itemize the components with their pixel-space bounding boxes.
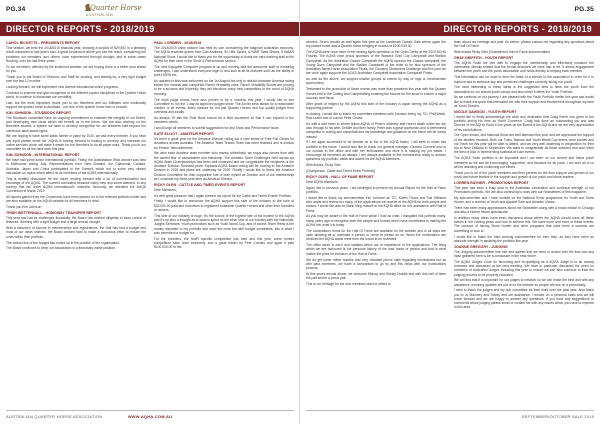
report-paragraph: The Studbook committee have an ongoing commitment to maintain the integrity of our Breed, and developing new ideas which will benefit us in the future. We are also working on the Breeders awards, a system we have to develop recognition for our breeders built beyond the numerous adult award types. — [6, 115, 146, 133]
section-banner — [0, 22, 300, 36]
report-paragraph: The multi judge shows have also proven to be a success this year. I would like to see Committee to run the 1 day all approved judged show. The Ad bis sess allows for a reasonable number of all events, kids's classes for not just Quarter Horses and top quality judges from overseas and locally. — [154, 97, 294, 115]
report-paragraph: The nominations forms for the Hall Of Fame are available on the website and in all ways are open allowing all to nominate a person or horse to please do so. When the nominations are received the AQHA assist meet from the board to be reviewed. — [306, 228, 446, 242]
report-paragraph: At this year's annual dinner, we welcome Murray and Shirley Doddle and with this hall of fame the pair will be a proud pair. — [306, 271, 446, 281]
section-title: DIRECTOR REPORTS - 2018/2019 — [6, 24, 155, 34]
page-header — [0, 0, 300, 22]
report-paragraph: This side of our industry is huge, it's the source of the highest rate of the income to the AQHA and it's up plus a thought as to what is spent on the other side of our industry with the Nationals, Judges Seminars, Youth promotions such as Youth World Cup, and of course Team Teens is the money allocated to my portfolio and used the most low with budget constraints, this is what I was permitted to budget for. — [154, 213, 294, 235]
report-heading: TRISH WETTENHALL - HOMOWAY TRANSFER REPORT — [6, 211, 102, 216]
report-paragraph: It's with a sad heart to inform fellow AQHA of Peter's untimely and recent death whilst we are also through to his wife, Debbie and their family. Peter was a great sportsman and a determined competitor in cutting and campdraft and his knowledge and guidance on the future will be sorely missed. — [306, 121, 446, 139]
report-paragraph: We do get some rather humble and very reluctant phone calls regarding nominations but as with past nominees, we have a comparison to go by and this helps with our nominations process. — [306, 257, 446, 270]
page-header — [300, 0, 600, 22]
report-paragraph: As always, I'll ask the Rule Book should be a fluid document so that it can expand in the members needs. — [154, 116, 294, 125]
report-paragraph: I would like to firstly acknowledge the work and dedication that Craig Kerrin has given to the portfolio during his time as Youth Convenor. Craig has done an outstanding job and was Director of the AQHA Youth in his years on the Board of the AQHA and we are very appreciative of his contributions. — [454, 114, 594, 132]
report-paragraph: We will find that it is important for our judges to network so we can make the best and with any assistance, ensuring updates are put on to the website so people will see on a periodically. — [454, 278, 594, 287]
report-paragraph: Testament to the promotion of these events was more than prevalent this year with the Quarter Horses first in the Cutting and Campdrafting boasting the income for the show to ensure a major success next fiscal. — [306, 87, 446, 100]
magazine-logo — [84, 2, 142, 20]
report-paragraph: We wish each Amateur team member who travels collectively, we enjoy also pieces from with the careful fear of camaraderie and friendship. The Amateur Team Challenges held across six AQHA State Championships has been well contested and we congratulate the recipients of the Amateur Division Rounded prize! Explains AQHA Board voting will be moving to the Amateur Division in 2020 and plans are underway for 2020. Finally I would like to thank the Amateur Division Committee for their supportive role of both myself as Director and of the membership as I conclude my three-year term as Amateur Director. — [154, 151, 294, 181]
report-paragraph: My subcommittee and I have worked on the National Show programme for Youth and Show Hunter, and a number of Youth and Apparel Sale and Amateur shows. — [454, 195, 594, 205]
report-paragraph: We are hoping to have some ideas further in place by 2020, we ask every breeder. If you have any input please email me. AQHA is looking forward to looking to develop and increase our online services which will make it easier for the Members to do all paper work. Thank you to our committee for all the hard work this year. — [6, 134, 146, 152]
report-paragraph: It's with great pleasure that I again present my report for the Cattle and Timed Events Portfolio. — [154, 193, 292, 198]
report-paragraph: The AQHA Youth we met with to engage the membership and effectively measure the information directly related that the formal decisions we have had to be. It allows engagement between the youth and the youth association and holds directly to helping each member. — [454, 60, 594, 74]
report-heading: KIM JOHNSON - STUDBOOK REPORT — [6, 110, 72, 115]
report-paragraph: The AQHA Youth portfolio is an important and I am keen on our current and future youth members so we can be encouraging, supportive, and inclusive for all youth. I am sure all of us will be assisting and continuing our efforts. — [454, 156, 594, 169]
report-paragraph: I would like to thank the hard working subcommittee for their help, as they have been an absolute strength in assisting the portfolio this year. — [454, 234, 594, 243]
report-heading: KIM JOHNSON - INTERNATIONAL REPORT — [6, 153, 80, 157]
report-paragraph: I wish to thank the judges and my sub committee for their work over the past year. Also thank you to Jo Maloney and Tracey and our assistance. I ensure on a personal basis and we will move forward and we are happy to answer any questions. If you have any suggestions or comments about judging please email or contact me with any issues which you have to improve in this area. — [454, 288, 594, 310]
report-paragraph: Dear AQHA Members, — [306, 179, 339, 184]
logo-title: Quarter Horse — [90, 4, 142, 12]
report-paragraph: (Chairperson, Cattle and Timed Event Portfolio) — [306, 169, 376, 174]
report-paragraph: In closing, I would like to thank my committee members with Johnson being my TIC, Phill Webb, Rob Leach and of course Peter Gedas. — [306, 111, 446, 120]
report-paragraph: The bottom line of the budget has ended up in the positive of the organisation. — [6, 240, 120, 245]
report-paragraph: With thanks Ricky Glen (Chairperson Hall of Fame subcommittee) — [454, 50, 551, 55]
report-paragraph: We have had some active International portfolio. Firstly, the Australasian Whiz wonder was held in Melbourne during July. Representatives from New Zealand, the Caledonia, Canada, Australia, Japan and China participated in the Summit, which led to some very vibrant discussion on topics which affect us as members of the AQHA internationally. — [6, 158, 146, 175]
report-paragraph: I would urge all members to submit suggestions for any Show and Performance issue. — [154, 126, 280, 131]
report-paragraph: It's been a great year for the Amateur Division rolling out a new series of Free Full Clinics for Amateurs across Australia. The Amateur Team Tenlow Team has been finalised and is excited for Person Teleconference. — [154, 137, 294, 150]
report-paragraph: Continue to promote and give recognition to the different equine disciplines in the Quarter Horse world, to continue to showcase our versatility. — [6, 90, 146, 99]
article-columns — [6, 40, 294, 406]
footer-rule — [6, 410, 294, 411]
report-paragraph: All reports gained from the Convention have been passed on to the relevant portfolio holder and are also available on the AQHA website for all members to read. — [6, 195, 146, 204]
report-paragraph: I would like to thank my subcommittee Kim Johnson as TIC, Karen Thrum and Sue Williams who assist and review too many of the applications we receive at the AQHA for both people and horses. I would like also to thank Meg Hassell at the AQHA office for her assistance with Hall of Fame. — [306, 195, 446, 213]
report-paragraph: This season, we held the 2018/2019 financial year, showing a surplus of $29,592 in a pleasing result compared to last year's loss. A great turnaround where you see the result, considering the problems our members, and others, have experienced through drought, and in some cases flooding, over the last three years. — [6, 46, 146, 63]
report-paragraph: Thank you Kim Johnson — [6, 205, 42, 210]
report-heading: PAUL LORIMER - 2018/2019 — [154, 41, 202, 45]
report-paragraph: This information can be used to form the basis of a service to the association in order for it to improve and to embrace any and perceived challenges currently facing our youth. — [454, 75, 594, 84]
report-paragraph: To our members, affected by the inclement weather, we are hoping there is a better year ahead for you. — [6, 64, 146, 73]
report-paragraph: Thank you to the Board of Directors and Staff for working, and abiding by, a very tight budget over the last 12 months. — [6, 74, 146, 83]
section-title: DIRECTOR REPORTS - 2018/2019 — [443, 24, 592, 34]
article-column-2 — [154, 40, 294, 406]
report-paragraph: This is our heritage for the new members and for others to — [306, 281, 391, 286]
report-paragraph: This is healthy discussion for the future moving forward with a lot of communication and exchange of the AQHA. The summit concluded because many new and some talented. In any country that fall under AQHA International's umbrella. Secondly, we attended the AHQA Convention in March 2019. — [6, 176, 146, 194]
report-paragraph: The Judging subcommittee has met and agreed that we need to review with the time and any input gathered here to be a conclusion in the near future. — [454, 249, 594, 258]
article-column-4 — [454, 40, 594, 406]
report-paragraph: The office takes in each and updates which are of importance of the applications. The thing which we are honoured is the personal history of the said horse or person and that is what makes the prize for inclusion of the Hall of Fame. — [306, 243, 446, 256]
report-paragraph: There has been many appearances about the Newsletter along with a broad edition in Chicago and also a Hunter fixture spectacular. — [454, 205, 594, 215]
right-page — [300, 0, 600, 424]
section-banner — [300, 22, 600, 36]
report-heading: JOANNE GREGORY - JUDGING — [454, 244, 508, 249]
footer-website: WWW.AQHA.COM.AU — [127, 414, 173, 419]
report-heading: RICKY GLEN - HALL OF FAME REPORT — [306, 174, 374, 179]
footer-publisher: AUSTRALIAN QUARTER HORSE ASSOCIATION — [6, 414, 103, 419]
article-column-3 — [306, 40, 446, 406]
page-number: PG.35 — [574, 6, 594, 13]
report-paragraph: As updates in kids was welcomed on the 1st August but only to rebuild character America racing before the manual was completed Ranch Versatility rules. Ranch Versatility Shows are proving to be a success and hopefully they will introduce many new competitors to the world of AQHA showing. — [154, 78, 294, 96]
report-paragraph: Dear Members, — [154, 187, 177, 192]
report-paragraph: With thanks, Ricky Glen — [306, 163, 341, 168]
page-footer — [300, 410, 600, 424]
report-paragraph: For the breeders, the NWR specific competition has held and this year, some horses competition have done extremely, and a great ridden by Pete Coxsley and again it paid $100,000.00 to the — [154, 236, 294, 250]
report-paragraph: The new Equigrine Computer program is up and running and the awesome staff of Ironstring challenges, I can understand everyone login in and look at all its features such as the ability to print HORN etc. — [154, 64, 294, 78]
footer-issue: SEPTEMBER/OCTOBER SALE 2019 — [521, 414, 594, 419]
report-paragraph: Last, but the most important, thank you to our Members and our Affiliates who continually support the quarter horse in Australia - our love of the quarter horse has no bounds. — [6, 100, 146, 109]
page-number: PG.34 — [6, 6, 26, 13]
report-heading: GRAY GRIFFITH - YOUTH REPORT — [454, 55, 514, 60]
report-heading: CAROL RICKETTS - PRESIDENTS REPORT — [6, 41, 80, 45]
report-paragraph: This year has seen a busy year in the Australian celebration and continual strength of our Promotions portfolio. We are also continuing to work with our Newsletters of this magazine. — [454, 185, 594, 194]
report-paragraph: Looking forward, we will implement new diverse educational online programs. — [6, 84, 119, 89]
report-paragraph: Thank you to all of the youth members and their parents for the their support and growth of our youth and future leaders in the support and growth of our youth and future leaders. — [454, 170, 594, 179]
report-heading: LORREN RAYNER - PROMOTIONS REPORT — [454, 180, 529, 185]
report-paragraph: Our Open shows, and National Show are well attended this year, and we appreciate the support of the families involved. Both our Trans-Tasman and Youth World Cup teams were excited and our Youth for this year will be able to attend, and we very well underway in preparation for their trip to New Zealand in September. We want to congratulate all those selected and wish them the best of luck in representing Australia at such events. — [454, 133, 594, 155]
report-paragraph: winners. Seven results as well again this year at the Landmark Classic Sale where again the top placed horse was a Quarter horse bringing in excess of $200,000.00. — [306, 40, 446, 49]
article-columns — [306, 40, 594, 406]
report-paragraph: As we continue on our journey, I am pleased with the Youth Portfolio earlier this year and would like to thank everyone that interacted me with their support and involvement throughout my term as Youth Director. — [454, 95, 594, 108]
report-paragraph: The 2018/2019 show season has held its own considering the stagnant Australian economy. The AQHA received grants from Dan Andrews, 90 Hills Sports, & NWR State Shows, 5 WAAH National Show. I would like to thank you for the opportunity to thank the hard working staff at the AQHA for their work in the Show & Performance section. — [154, 46, 294, 63]
report-paragraph: This year has had its challenges financially, the Board has worked diligently to keep control of finances. Working with a tight budget and a large annual drought. — [6, 216, 146, 225]
report-paragraph: If I am again successful to be elected on to the of the AQHA board, I will seek to retain this portfolio in the future. I would also like to thank our general manager, Gemma Cunnew who is our contact in the office and with her enthusiasm and drive it is making my job easier. I encourage all members as always. I am always available to the membership ready to answer questions my portfolio, ideas and advice for the AQHA Members. — [306, 140, 446, 162]
report-paragraph: learn about our heritage and past. As before, please contact me regarding any questions about the Hall Of Fame. — [454, 40, 594, 49]
report-heading: RICKY GLEN - CATTLE AND TIMED EVENTS REPORT — [154, 182, 246, 187]
report-paragraph: Again, like in previous years, I am privileged to present my Annual Report for the Hall of Fame portfolio. — [306, 185, 446, 195]
report-paragraph: As well as the above, we support smaller groups at events by way of rugs or merchandise sponsorship. — [306, 77, 446, 86]
report-paragraph: With a downturn of income in memberships and registrations, the Hall has had a budget and most of our ideas shelved, the Board worked hard to make a conscious effort to reduce the costs within their portfolio. — [6, 226, 146, 239]
footer-rule — [306, 410, 594, 411]
report-paragraph: In addition many ideas have been discussed about where the AQHA should have all these events in the coming years and how to achieve this. We have more and more of these events. The concept of having Show Hunter and other programs that have been a success are something to look to. — [454, 215, 594, 233]
logo-subtitle: AUSTRALIAN — [86, 13, 113, 17]
report-heading: NICOLE DAWSON - YOUTH REPORT — [454, 109, 517, 114]
report-paragraph: As you may be aware in the Hall of Fame which I hold as chair, I instigated this portfolio many, many years ago to recognise both the people and horses which have contributed to making the AQHA into what it is today. — [306, 214, 446, 227]
report-paragraph: The Board continues to keep our Association in a financially viable position. — [6, 246, 116, 251]
report-paragraph: The AQHA were once more in the ranking lights operation of the Open Derby at the 2019 NCHA Futurity. The AQHA once proud sponsors of the Warwick Gold Cup Campdraft and Stallion Campdraft. As the Australian Classic Campdraft the AQHA sponsor the Classic campdraft, the Young Guns Campdraft and the Stallion Campdraft in the order to be also sponsors of the Australian Barrel Horse Association Finals, the Clonaury Stockmens Challenge and this year we are once again supports the ACAS Australian Campdraft Association Campdraft Finals. — [306, 50, 446, 76]
page-footer — [0, 410, 300, 424]
article-column-1 — [6, 40, 146, 406]
report-paragraph: The AQHA Judges Code for becoming and re-qualifying as a AQHA Judge is to be closely reviewed and discussed at the next meeting. We have in particular discussed the need for members of Australian Judges including this year to ensure we can also continue to train the judging process to be properly educated. — [454, 259, 594, 277]
report-heading: KATE ELLIOT - AMATEUR REPORT — [154, 132, 215, 137]
report-paragraph: Firstly, I would like to announce the AQHA support this side of the industry to the tune of $32,000.00 paid and incentives to registered Australian Quarter Horses and other their breeders or owners. — [154, 199, 294, 212]
report-paragraph: After years of neglect by the AQHA this side of the industry is again seeing the AQHA as a supporting partner. — [306, 101, 446, 110]
report-paragraph: The most interesting of these ideas is the suggested idea to have the youth from the association to our annual youth camps and also which it offers the Youth Portfolio. — [454, 85, 594, 94]
